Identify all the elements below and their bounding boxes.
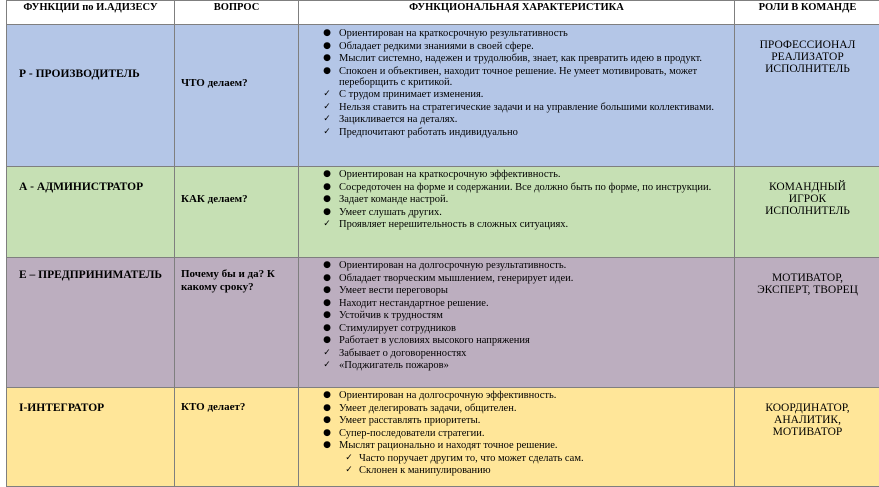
list-item [299,194,734,205]
checkmark-icon: ✓ [323,347,331,358]
role-line: КОМАНДНЫЙ [768,181,846,193]
bullet-icon: ● [323,65,331,76]
table-row [7,388,879,487]
list-item-text: Часто поручает другим то, что может сделать сам. [359,452,584,464]
list-item-text: Находит нестандартное решение. [339,297,489,309]
bullet-icon: ● [323,194,331,204]
list-item [299,465,734,476]
list-item [299,66,734,88]
bullet-icon: ● [323,335,331,345]
list-item-text: Работает в условиях высокого напряжения [339,335,530,346]
checkmark-icon: ✓ [323,89,331,99]
role-line: МОТИВАТОР [772,426,843,438]
list-item-text: С трудом принимает изменения. [339,89,484,100]
header-question: ВОПРОС [175,1,299,25]
bullet-icon: ● [323,390,331,400]
list-item-text: Склонен к манипулированию [359,465,491,476]
list-item-text: Задает команде настрой. [339,194,449,205]
bullet-icon: ● [323,415,331,425]
list-item [299,335,734,346]
characteristics-list [299,260,734,371]
bullet-icon: ● [323,169,331,179]
list-item-text: Ориентирован на краткосрочную эффективность. [339,169,561,180]
bullet-icon: ● [323,322,331,333]
function-name: А - АДМИНИСТРАТОР [19,181,144,193]
list-item [299,53,734,64]
list-item-text: Ориентирован на долгосрочную результативность. [339,260,567,271]
list-item-text: Супер-последователи стратегии. [339,427,485,439]
list-item [299,310,734,321]
role-line: КООРДИНАТОР, [765,402,850,414]
list-item-text: Умеет расставлять приоритеты. [339,415,481,426]
list-item [299,415,734,426]
list-item [299,273,734,284]
list-item-text: Обладает творческим мышлением, генерирует идеи. [339,272,574,284]
question-text: ЧТО делаем? [181,77,248,89]
roles-list [735,272,879,296]
question-text: КТО делает? [181,401,246,413]
list-item [299,28,734,39]
bullet-icon: ● [323,260,331,270]
list-item [299,102,734,113]
list-item [299,323,734,334]
bullet-icon: ● [323,285,331,295]
list-item-text: Ориентирован на долгосрочную эффективность. [339,390,557,401]
role-line: ИСПОЛНИТЕЛЬ [765,63,850,75]
table-row [7,167,879,258]
bullet-icon: ● [323,206,331,217]
list-item [299,390,734,401]
list-item-text: Мыслят рационально и находят точное решение. [339,440,558,451]
checkmark-icon: ✓ [323,101,331,112]
header-roles: РОЛИ В КОМАНДЕ [735,1,879,25]
question-text: КАК делаем? [181,193,248,205]
checkmark-icon: ✓ [345,465,353,475]
bullet-icon: ● [323,402,331,413]
list-item [299,285,734,296]
bullet-icon: ● [323,440,331,450]
role-line: МОТИВАТОР, [771,272,844,284]
list-item-text: Умеет слушать других. [339,206,442,218]
list-item [299,360,734,371]
list-item-text: Умеет делегировать задачи, общителен. [339,402,517,414]
bullet-icon: ● [323,40,331,51]
checkmark-icon: ✓ [323,219,331,229]
header-row [7,1,879,25]
list-item [299,207,734,218]
characteristics-list [299,169,734,230]
list-item-text: «Поджигатель пожаров» [339,360,449,371]
list-item [299,182,734,193]
list-item-text: Сосредоточен на форме и содержании. Все должно быть по форме, по инструкции. [339,181,712,193]
list-item-text: Спокоен и объективен, находит точное решение. Не умеет мотивировать, может переборщить с критикой. [339,65,698,88]
roles-list [735,39,879,75]
bullet-icon: ● [323,28,331,38]
list-item-text: Зацикливается на деталях. [339,114,458,125]
list-item [299,219,734,230]
list-item [299,453,734,464]
checkmark-icon: ✓ [323,126,331,137]
list-item [299,127,734,138]
function-name: Е – ПРЕДПРИНИМАТЕЛЬ [19,269,163,281]
bullet-icon: ● [323,427,331,438]
roles-list [735,181,879,217]
functions-table [6,0,879,487]
list-item [299,440,734,451]
list-item [299,260,734,271]
checkmark-icon: ✓ [323,114,331,124]
list-item-text: Проявляет нерешительность в сложных ситуациях. [339,219,569,230]
bullet-icon: ● [323,53,331,63]
roles-list [735,402,879,438]
characteristics-list [299,390,734,476]
list-item [299,298,734,309]
list-item [299,41,734,52]
list-item [299,403,734,414]
list-item-text: Умеет вести переговоры [339,285,448,296]
bullet-icon: ● [323,297,331,308]
role-line: ЭКСПЕРТ, ТВОРЕЦ [757,284,858,296]
checkmark-icon: ✓ [323,360,331,370]
role-line: РЕАЛИЗАТОР [771,51,844,63]
question-text: Почему бы и да? К какому сроку? [181,268,275,293]
list-item-text: Устойчив к трудностям [339,310,443,321]
role-line: ИСПОЛНИТЕЛЬ [765,205,850,217]
role-line: ИГРОК [788,193,827,205]
header-characteristic: ФУНКЦИОНАЛЬНАЯ ХАРАКТЕРИСТИКА [299,1,735,25]
list-item-text: Стимулирует сотрудников [339,322,457,334]
list-item [299,114,734,125]
list-item-text: Мыслит системно, надежен и трудолюбив, знает, как превратить идею в продукт. [339,53,703,64]
list-item-text: Ориентирован на краткосрочную результативность [339,28,568,39]
checkmark-icon: ✓ [345,452,353,463]
list-item-text: Нельзя ставить на стратегические задачи и на управление большими коллективами. [339,101,714,113]
list-item-text: Предпочитают работать индивидуально [339,126,518,138]
role-line: ПРОФЕССИОНАЛ [759,39,856,51]
list-item [299,428,734,439]
list-item [299,348,734,359]
bullet-icon: ● [323,310,331,320]
list-item [299,169,734,180]
function-name: Р - ПРОИЗВОДИТЕЛЬ [19,68,140,80]
list-item-text: Обладает редкими знаниями в своей сфере. [339,40,534,52]
table-row [7,25,879,167]
bullet-icon: ● [323,272,331,283]
table-row [7,258,879,388]
list-item-text: Забывает о договоренностях [339,347,467,359]
function-name: I-ИНТЕГРАТОР [19,402,105,414]
characteristics-list [299,28,734,138]
bullet-icon: ● [323,181,331,192]
header-functions: ФУНКЦИИ по И.АДИЗЕСУ [7,1,175,25]
list-item [299,89,734,100]
role-line: АНАЛИТИК, [774,414,841,426]
